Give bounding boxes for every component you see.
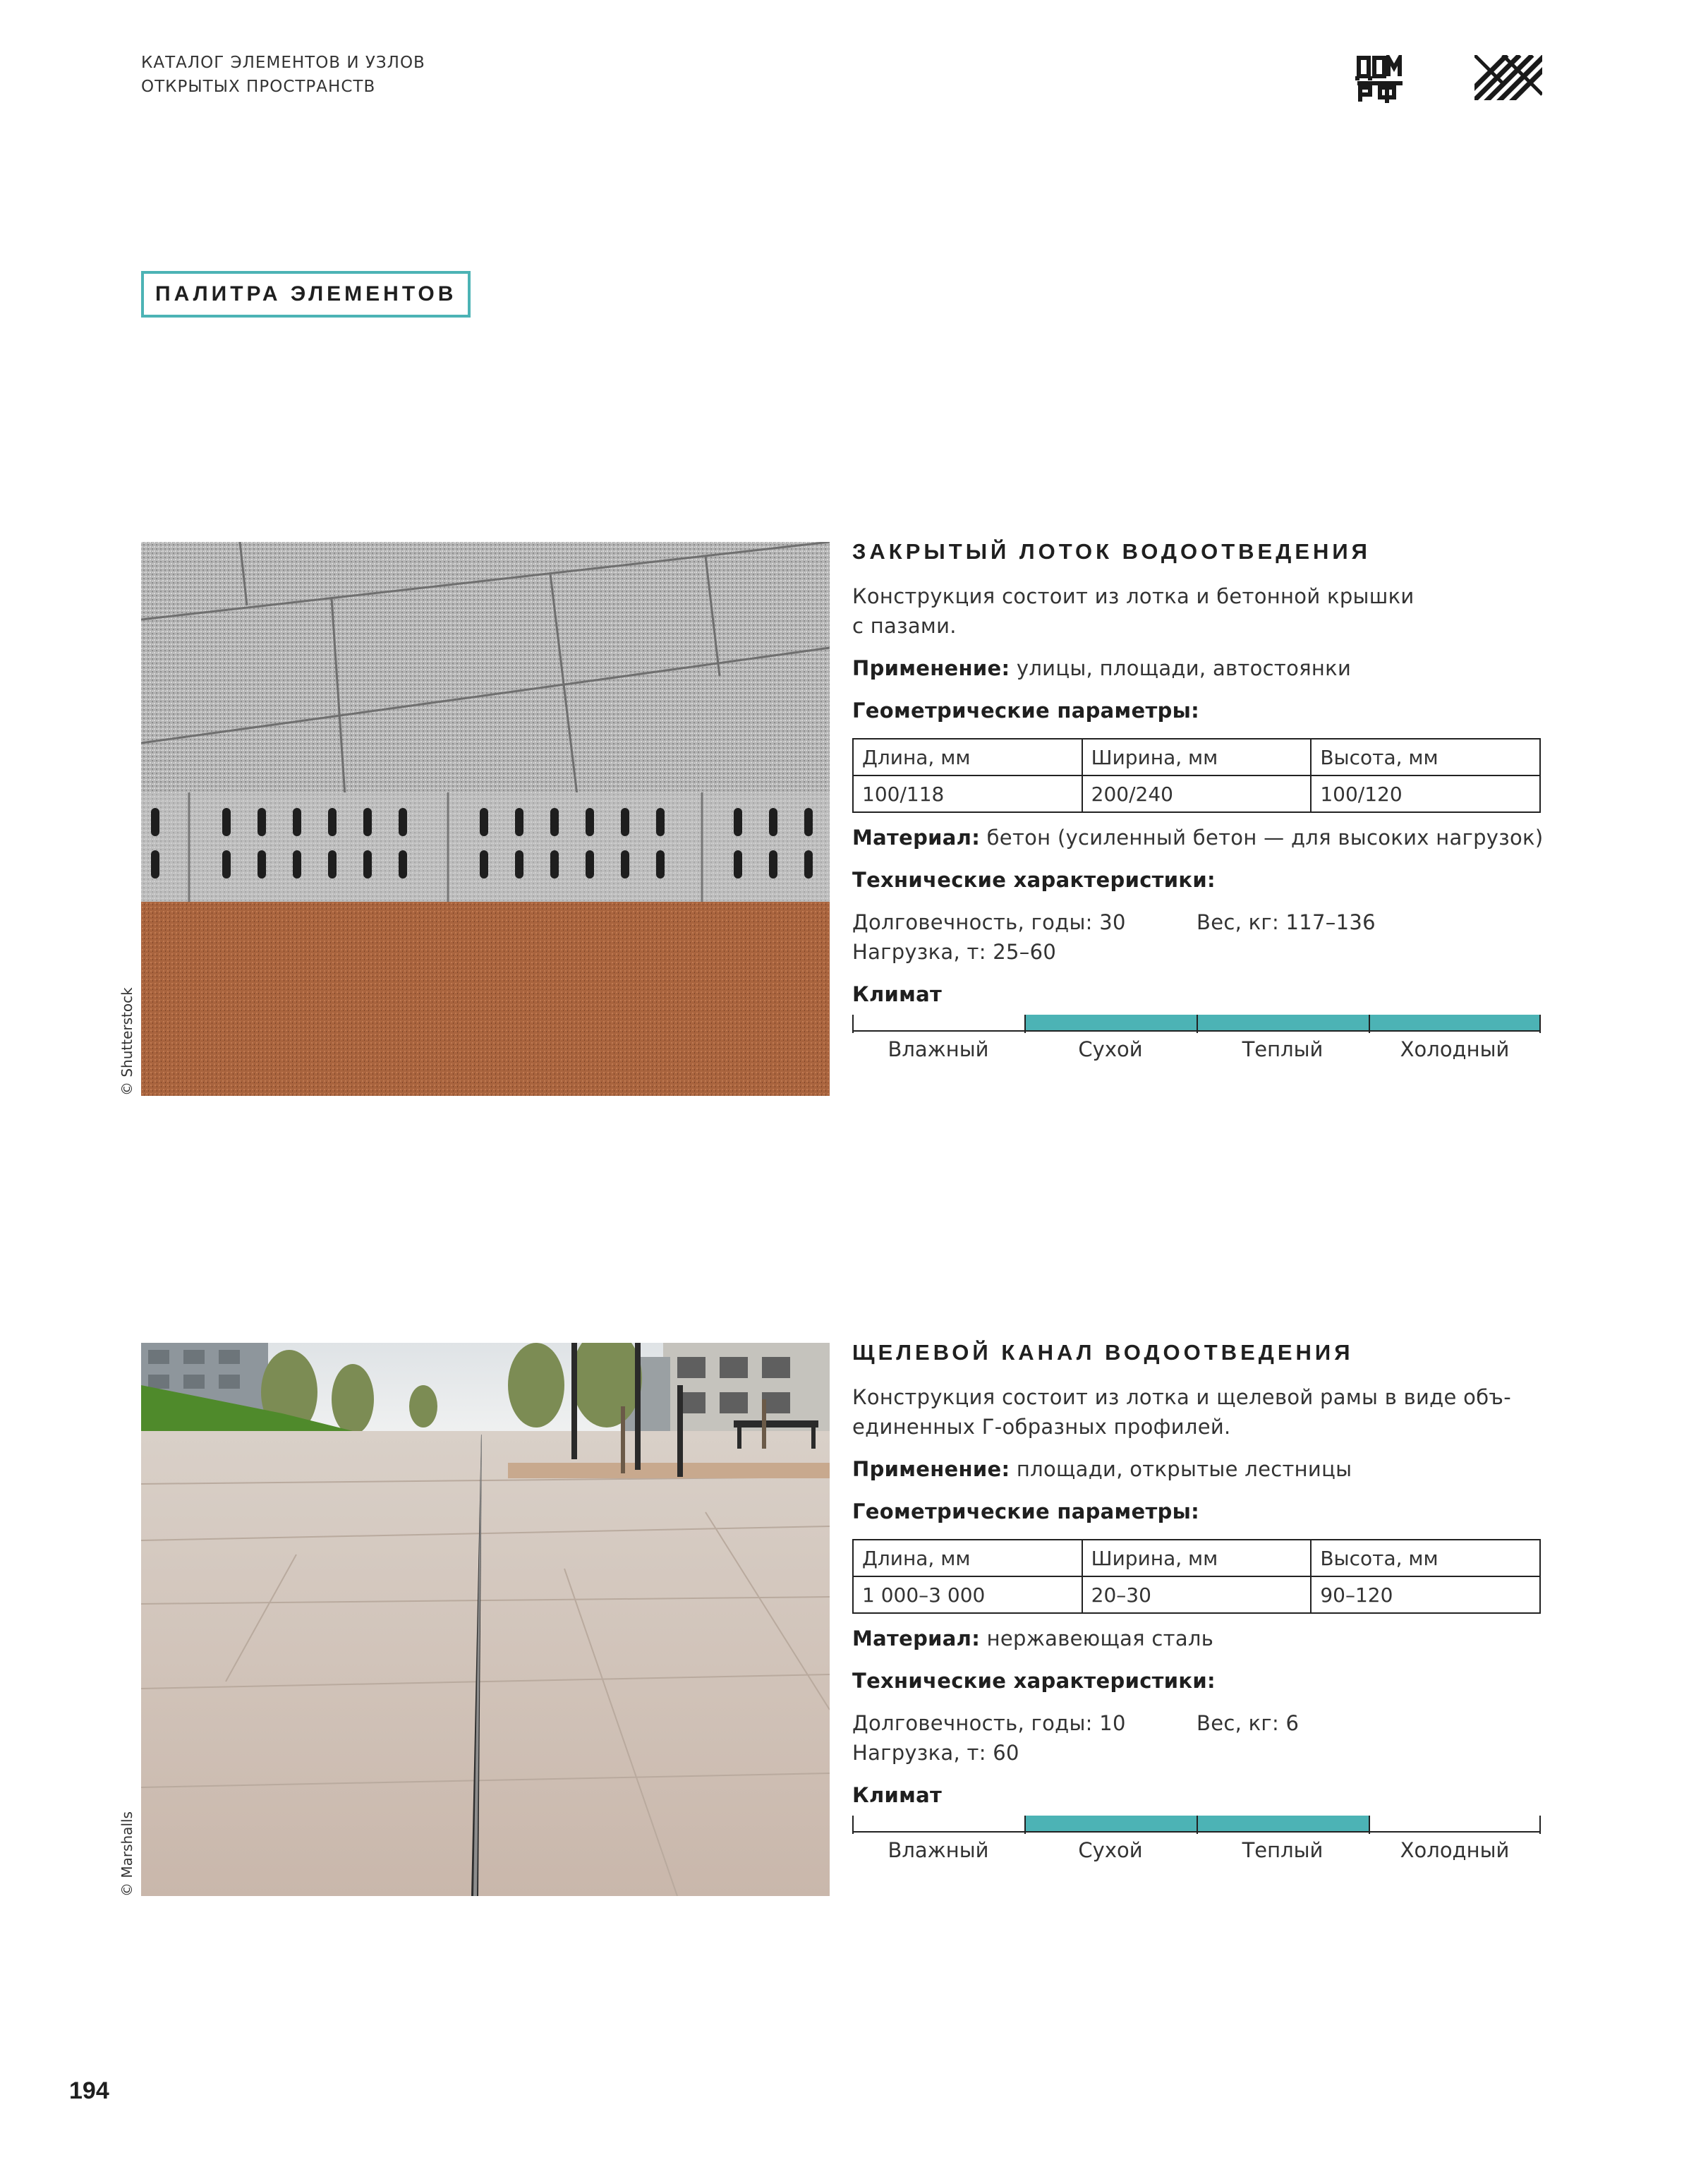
description-line: единенных Г-образных профилей. [852, 1415, 1231, 1439]
table-row [853, 1576, 1540, 1613]
climate-divider [1197, 1816, 1198, 1834]
climate-segment [1369, 1015, 1541, 1032]
material-value: бетон (усиленный бетон — для высоких нагрузок) [980, 826, 1544, 850]
material-row [852, 823, 1544, 852]
load-value: Нагрузка, т: 25–60 [852, 940, 1057, 964]
usage-label: Применение: [852, 1457, 1010, 1481]
climate-label-cold: Холодный [1400, 1838, 1510, 1862]
catalog-header [141, 51, 425, 99]
table-header-cell: Ширина, мм [1082, 739, 1312, 775]
tech-specs [852, 1708, 1541, 1768]
table-cell: 200/240 [1082, 775, 1312, 812]
climate-label-dry: Сухой [1078, 1037, 1143, 1061]
usage-label: Применение: [852, 656, 1010, 680]
table-row [853, 775, 1540, 812]
description-line: Конструкция состоит из лотка и бетонной крышки [852, 584, 1415, 608]
climate-segment [1197, 1015, 1369, 1032]
page-number: 194 [69, 2077, 109, 2104]
table-header-cell: Длина, мм [853, 1540, 1082, 1576]
climate-labels [852, 1838, 1541, 1868]
photo-credit: © Shutterstock [119, 987, 135, 1096]
material-label: Материал: [852, 826, 981, 850]
material-label: Материал: [852, 1626, 981, 1650]
closed-drain-photo [141, 542, 830, 1096]
table-header-cell: Ширина, мм [1082, 1540, 1312, 1576]
usage-row [852, 1454, 1541, 1484]
usage-row [852, 653, 1541, 683]
climate-label-humid: Влажный [888, 1037, 989, 1061]
table-header-cell: Высота, мм [1311, 739, 1540, 775]
material-row [852, 1624, 1541, 1653]
climate-label: Климат [852, 1783, 943, 1807]
tech-specs [852, 907, 1541, 967]
section-tag: ПАЛИТРА ЭЛЕМЕНТОВ [141, 271, 471, 318]
climate-labels [852, 1037, 1541, 1067]
geometry-table [852, 1539, 1541, 1614]
load-value: Нагрузка, т: 60 [852, 1741, 1019, 1765]
climate-segment [852, 1816, 1024, 1833]
table-cell: 100/118 [853, 775, 1082, 812]
photo-credit: © Marshalls [119, 1811, 135, 1897]
climate-divider [1369, 1816, 1370, 1834]
geometry-heading [852, 1497, 1541, 1526]
tech-label: Технические характеристики: [852, 1669, 1216, 1693]
climate-segment [1024, 1015, 1197, 1032]
table-cell: 20–30 [1082, 1576, 1312, 1613]
geometry-table [852, 738, 1541, 813]
climate-segment [1197, 1816, 1369, 1833]
climate-bar [852, 1015, 1541, 1033]
domrf-logo-icon [1355, 55, 1405, 104]
usage-value: улицы, площади, автостоянки [1010, 656, 1352, 680]
product-title: ЗАКРЫТЫЙ ЛОТОК ВОДООТВЕДЕНИЯ [852, 539, 1371, 564]
climate-divider [1369, 1015, 1370, 1033]
climate-label-warm: Теплый [1242, 1037, 1324, 1061]
geometry-label: Геометрические параметры: [852, 1499, 1200, 1523]
climate-divider [1197, 1015, 1198, 1033]
climate-segment [852, 1015, 1024, 1032]
material-value: нержавеющая сталь [980, 1626, 1214, 1650]
geometry-heading [852, 696, 1541, 725]
usage-value: площади, открытые лестницы [1010, 1457, 1352, 1481]
tech-label: Технические характеристики: [852, 868, 1216, 892]
product-card-closed-drain [852, 538, 1544, 1067]
climate-segment [1369, 1816, 1541, 1833]
climate-divider [852, 1015, 854, 1033]
climate-divider [1539, 1816, 1541, 1834]
climate-heading [852, 979, 1541, 1009]
catalog-title-line1: КАТАЛОГ ЭЛЕМЕНТОВ И УЗЛОВ [141, 54, 425, 72]
table-cell: 100/120 [1311, 775, 1540, 812]
climate-label-dry: Сухой [1078, 1838, 1143, 1862]
table-cell: 1 000–3 000 [853, 1576, 1082, 1613]
slot-channel-photo [141, 1343, 830, 1896]
product-description [852, 1382, 1541, 1442]
product-card-slot-channel [852, 1339, 1541, 1868]
climate-divider [1024, 1816, 1026, 1834]
climate-divider [1539, 1015, 1541, 1033]
climate-divider [1024, 1015, 1026, 1033]
climate-divider [852, 1816, 854, 1834]
climate-bar [852, 1816, 1541, 1834]
description-line: Конструкция состоит из лотка и щелевой рамы в виде объ- [852, 1385, 1511, 1409]
climate-label-cold: Холодный [1400, 1037, 1510, 1061]
weight-value: Вес, кг: 117–136 [1197, 910, 1376, 934]
climate-heading [852, 1780, 1541, 1810]
durability-value: Долговечность, годы: 30 [852, 910, 1126, 934]
product-description [852, 581, 1541, 641]
table-header-cell: Длина, мм [853, 739, 1082, 775]
table-header-row [853, 739, 1540, 775]
climate-label: Климат [852, 982, 943, 1006]
tech-heading [852, 1666, 1541, 1696]
table-cell: 90–120 [1311, 1576, 1540, 1613]
tech-heading [852, 865, 1541, 895]
weight-value: Вес, кг: 6 [1197, 1711, 1300, 1735]
table-header-row [853, 1540, 1540, 1576]
product-title: ЩЕЛЕВОЙ КАНАЛ ВОДООТВЕДЕНИЯ [852, 1340, 1354, 1365]
description-line: с пазами. [852, 614, 957, 638]
climate-segment [1024, 1816, 1197, 1833]
table-header-cell: Высота, мм [1311, 1540, 1540, 1576]
striped-pattern-logo-icon [1474, 55, 1542, 100]
durability-value: Долговечность, годы: 10 [852, 1711, 1126, 1735]
climate-label-humid: Влажный [888, 1838, 989, 1862]
climate-label-warm: Теплый [1242, 1838, 1324, 1862]
geometry-label: Геометрические параметры: [852, 699, 1200, 723]
catalog-title-line2: ОТКРЫТЫХ ПРОСТРАНСТВ [141, 78, 376, 96]
